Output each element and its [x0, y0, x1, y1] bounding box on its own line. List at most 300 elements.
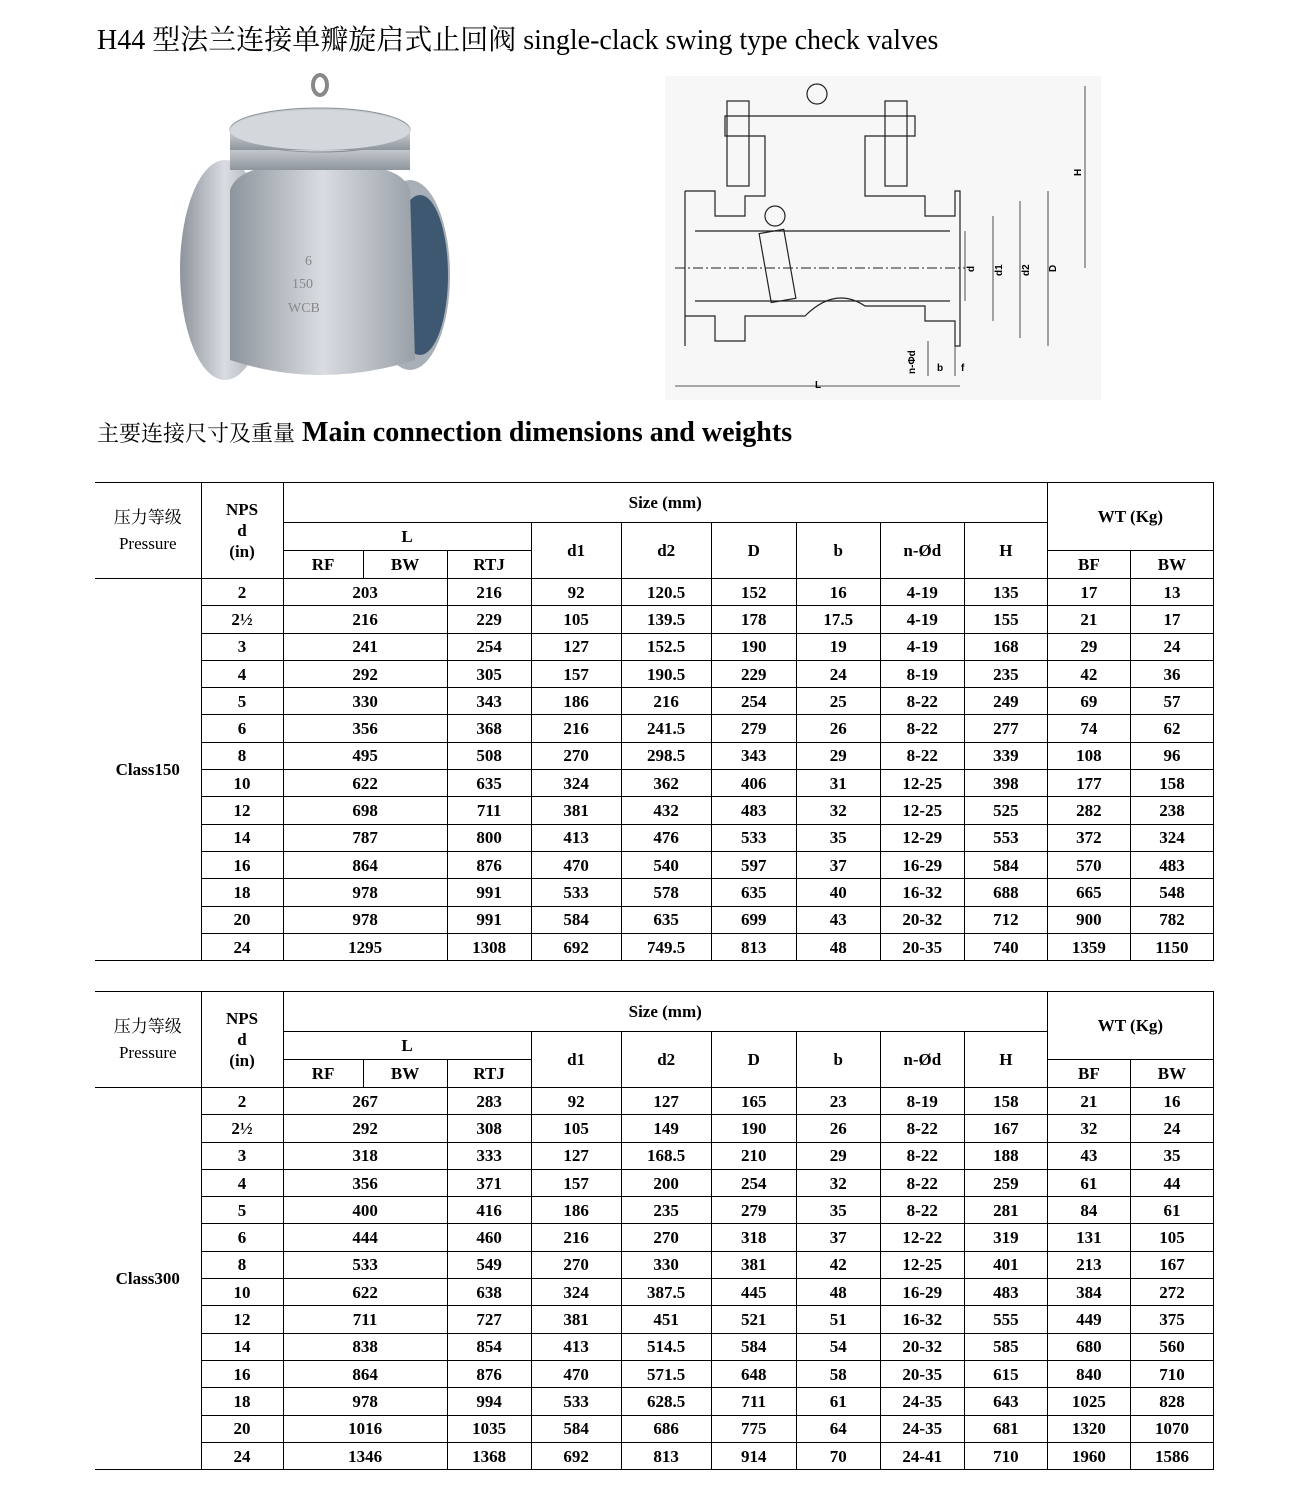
- table-cell: 1346: [283, 1442, 447, 1469]
- table-cell: 585: [964, 1333, 1047, 1360]
- drawing-label-f: f: [961, 363, 965, 374]
- table-cell: 445: [711, 1279, 796, 1306]
- table-cell: 20-35: [880, 1360, 964, 1387]
- table-cell: 381: [711, 1251, 796, 1278]
- table-cell: 398: [964, 770, 1047, 797]
- table-cell: 282: [1047, 797, 1130, 824]
- table-cell: 190: [711, 1115, 796, 1142]
- table-row: [95, 1388, 1214, 1415]
- table-cell: 43: [796, 906, 880, 933]
- col-header-d1: d1: [531, 1032, 621, 1088]
- table-cell: 8-22: [880, 715, 964, 742]
- table-cell: 96: [1130, 742, 1213, 769]
- table-cell: 449: [1047, 1306, 1130, 1333]
- table-cell: 711: [447, 797, 531, 824]
- table-cell: 533: [283, 1251, 447, 1278]
- table-row: [95, 1306, 1214, 1333]
- table-cell: 12: [201, 797, 283, 824]
- table-cell: 127: [621, 1088, 711, 1115]
- col-header-rtj: RTJ: [447, 1060, 531, 1088]
- col-header-nd: n-Ød: [880, 1032, 964, 1088]
- table-cell: 1368: [447, 1442, 531, 1469]
- table-cell: 1308: [447, 933, 531, 960]
- table-cell: 267: [283, 1088, 447, 1115]
- table-cell: 186: [531, 688, 621, 715]
- table-cell: 16-32: [880, 1306, 964, 1333]
- table-cell: 711: [711, 1388, 796, 1415]
- table-cell: 241.5: [621, 715, 711, 742]
- table-cell: 8-22: [880, 1142, 964, 1169]
- table-cell: 210: [711, 1142, 796, 1169]
- table-cell: 17: [1047, 579, 1130, 606]
- table-cell: 10: [201, 1279, 283, 1306]
- table-row: [95, 1088, 1214, 1115]
- nps-header: [201, 483, 283, 579]
- table-cell: 782: [1130, 906, 1213, 933]
- col-header-D: D: [711, 1032, 796, 1088]
- table-cell: 42: [1047, 660, 1130, 687]
- table-cell: 16-32: [880, 879, 964, 906]
- table-cell: 384: [1047, 1279, 1130, 1306]
- table-cell: 149: [621, 1115, 711, 1142]
- table-cell: 40: [796, 879, 880, 906]
- table-cell: 540: [621, 851, 711, 878]
- photo-material-mark: WCB: [288, 301, 320, 316]
- table-cell: 74: [1047, 715, 1130, 742]
- col-header-bw: BW: [363, 1060, 447, 1088]
- table-cell: 560: [1130, 1333, 1213, 1360]
- table-cell: 330: [621, 1251, 711, 1278]
- table-cell: 4-19: [880, 633, 964, 660]
- table-cell: 525: [964, 797, 1047, 824]
- table-cell: 2: [201, 1088, 283, 1115]
- table-cell: 254: [711, 688, 796, 715]
- table-cell: 31: [796, 770, 880, 797]
- table-cell: 8-22: [880, 1197, 964, 1224]
- table-cell: 44: [1130, 1169, 1213, 1196]
- table-cell: 281: [964, 1197, 1047, 1224]
- table-cell: 16-29: [880, 851, 964, 878]
- table-cell: 235: [621, 1197, 711, 1224]
- table-cell: 483: [711, 797, 796, 824]
- table-cell: 470: [531, 1360, 621, 1387]
- table-row: [95, 1360, 1214, 1387]
- table-row: [95, 906, 1214, 933]
- table-cell: 61: [796, 1388, 880, 1415]
- table-cell: 167: [1130, 1251, 1213, 1278]
- nps-header: [201, 992, 283, 1088]
- table-cell: 186: [531, 1197, 621, 1224]
- nps-header-nps_d: d: [237, 1030, 247, 1049]
- table-cell: 2½: [201, 606, 283, 633]
- table-cell: 14: [201, 824, 283, 851]
- table-cell: 200: [621, 1169, 711, 1196]
- table-cell: 61: [1130, 1197, 1213, 1224]
- table-cell: 555: [964, 1306, 1047, 1333]
- table-cell: 324: [531, 770, 621, 797]
- table-cell: 470: [531, 851, 621, 878]
- table-cell: 521: [711, 1306, 796, 1333]
- table-cell: 710: [964, 1442, 1047, 1469]
- table-row: [95, 1224, 1214, 1251]
- table-cell: 749.5: [621, 933, 711, 960]
- table-row: [95, 688, 1214, 715]
- col-header-bw: BW: [363, 551, 447, 579]
- table-cell: 229: [711, 660, 796, 687]
- table-cell: 978: [283, 906, 447, 933]
- table-cell: 35: [796, 1197, 880, 1224]
- table-cell: 362: [621, 770, 711, 797]
- table-cell: 2½: [201, 1115, 283, 1142]
- table-cell: 1586: [1130, 1442, 1213, 1469]
- table-cell: 20-32: [880, 906, 964, 933]
- table-cell: 57: [1130, 688, 1213, 715]
- table-cell: 635: [621, 906, 711, 933]
- table-cell: 48: [796, 933, 880, 960]
- table-cell: 483: [964, 1279, 1047, 1306]
- table-cell: 413: [531, 1333, 621, 1360]
- table-cell: 35: [1130, 1142, 1213, 1169]
- table-cell: 381: [531, 797, 621, 824]
- table-cell: 298.5: [621, 742, 711, 769]
- table-row: [95, 797, 1214, 824]
- table-cell: 5: [201, 688, 283, 715]
- table-cell: 838: [283, 1333, 447, 1360]
- nps-header-nps_in: (in): [229, 1051, 255, 1070]
- table-cell: 158: [964, 1088, 1047, 1115]
- table-cell: 20: [201, 1415, 283, 1442]
- table-cell: 21: [1047, 606, 1130, 633]
- table-cell: 994: [447, 1388, 531, 1415]
- table-row: [95, 1279, 1214, 1306]
- table-cell: 2: [201, 579, 283, 606]
- col-header-b: b: [796, 523, 880, 579]
- table-cell: 58: [796, 1360, 880, 1387]
- col-header-rtj: RTJ: [447, 551, 531, 579]
- table-cell: 16: [796, 579, 880, 606]
- table-cell: 3: [201, 633, 283, 660]
- valve-section-drawing: [665, 76, 1101, 400]
- table-cell: 13: [1130, 579, 1213, 606]
- table-cell: 864: [283, 1360, 447, 1387]
- table-cell: 23: [796, 1088, 880, 1115]
- table-cell: 686: [621, 1415, 711, 1442]
- table-cell: 24-41: [880, 1442, 964, 1469]
- table-cell: 375: [1130, 1306, 1213, 1333]
- table-cell: 238: [1130, 797, 1213, 824]
- table-cell: 70: [796, 1442, 880, 1469]
- table-cell: 24: [201, 1442, 283, 1469]
- table-cell: 8: [201, 1251, 283, 1278]
- nps-header-nps_d: d: [237, 521, 247, 540]
- table-cell: 318: [711, 1224, 796, 1251]
- col-header-rf: RF: [283, 1060, 363, 1088]
- table-row: [95, 1415, 1214, 1442]
- table-cell: 570: [1047, 851, 1130, 878]
- table-cell: 254: [447, 633, 531, 660]
- table-cell: 92: [531, 579, 621, 606]
- table-cell: 216: [621, 688, 711, 715]
- table-cell: 381: [531, 1306, 621, 1333]
- table-cell: 277: [964, 715, 1047, 742]
- table-cell: 270: [621, 1224, 711, 1251]
- table-cell: 533: [711, 824, 796, 851]
- table-cell: 272: [1130, 1279, 1213, 1306]
- table-cell: 5: [201, 1197, 283, 1224]
- drawing-label-H: H: [1073, 168, 1084, 176]
- table-cell: 259: [964, 1169, 1047, 1196]
- table-cell: 16: [1130, 1088, 1213, 1115]
- weight-header: WT (Kg): [1047, 992, 1213, 1060]
- table-cell: 533: [531, 879, 621, 906]
- table-cell: 37: [796, 1224, 880, 1251]
- table-cell: 127: [531, 633, 621, 660]
- table-cell: 54: [796, 1333, 880, 1360]
- table-cell: 19: [796, 633, 880, 660]
- table-cell: 279: [711, 1197, 796, 1224]
- table-cell: 84: [1047, 1197, 1130, 1224]
- table-cell: 840: [1047, 1360, 1130, 1387]
- table-cell: 318: [283, 1142, 447, 1169]
- pressure-header: [95, 483, 201, 579]
- table-cell: 324: [1130, 824, 1213, 851]
- section-heading: [97, 417, 792, 449]
- table-cell: 165: [711, 1088, 796, 1115]
- col-header-bf: BF: [1047, 551, 1130, 579]
- table-cell: 168.5: [621, 1142, 711, 1169]
- photo-size-mark: 6: [305, 254, 312, 269]
- table-cell: 8-19: [880, 660, 964, 687]
- table-cell: 692: [531, 1442, 621, 1469]
- pressure-header-cn: 压力等级: [113, 507, 182, 528]
- table-cell: 216: [283, 606, 447, 633]
- table-row: [95, 1115, 1214, 1142]
- drawing-label-L: L: [815, 380, 822, 391]
- table-cell: 16: [201, 1360, 283, 1387]
- table-cell: 400: [283, 1197, 447, 1224]
- pressure-class-label: Class150: [95, 579, 201, 961]
- table-cell: 508: [447, 742, 531, 769]
- page-title: H44 型法兰连接单瓣旋启式止回阀 single-clack swing type check valves: [97, 25, 939, 56]
- pressure-header-en: Pressure: [118, 533, 177, 553]
- table-cell: 854: [447, 1333, 531, 1360]
- table-cell: 413: [531, 824, 621, 851]
- table-cell: 648: [711, 1360, 796, 1387]
- table-row: [95, 1142, 1214, 1169]
- table-cell: 692: [531, 933, 621, 960]
- table-cell: 216: [447, 579, 531, 606]
- table-cell: 18: [201, 1388, 283, 1415]
- col-header-H: H: [964, 523, 1047, 579]
- table-cell: 4: [201, 660, 283, 687]
- table-cell: 21: [1047, 1088, 1130, 1115]
- table-cell: 978: [283, 1388, 447, 1415]
- table-cell: 584: [531, 1415, 621, 1442]
- table-cell: 16: [201, 851, 283, 878]
- table-cell: 699: [711, 906, 796, 933]
- table-cell: 20-32: [880, 1333, 964, 1360]
- table-cell: 43: [1047, 1142, 1130, 1169]
- table-cell: 1035: [447, 1415, 531, 1442]
- table-cell: 292: [283, 1115, 447, 1142]
- table-cell: 584: [964, 851, 1047, 878]
- table-cell: 978: [283, 879, 447, 906]
- table-cell: 6: [201, 715, 283, 742]
- table-cell: 20-35: [880, 933, 964, 960]
- table-cell: 1025: [1047, 1388, 1130, 1415]
- table-cell: 61: [1047, 1169, 1130, 1196]
- table-cell: 387.5: [621, 1279, 711, 1306]
- table-cell: 8: [201, 742, 283, 769]
- table-cell: 333: [447, 1142, 531, 1169]
- table-row: [95, 1251, 1214, 1278]
- table-cell: 787: [283, 824, 447, 851]
- drawing-label-nd: n-Φd: [907, 350, 918, 374]
- table-cell: 37: [796, 851, 880, 878]
- table-cell: 283: [447, 1088, 531, 1115]
- table-row: [95, 606, 1214, 633]
- table-cell: 1016: [283, 1415, 447, 1442]
- table-cell: 3: [201, 1142, 283, 1169]
- table-cell: 190.5: [621, 660, 711, 687]
- table-cell: 8-22: [880, 742, 964, 769]
- table-row: [95, 770, 1214, 797]
- table-cell: 308: [447, 1115, 531, 1142]
- table-cell: 356: [283, 1169, 447, 1196]
- col-header-nd: n-Ød: [880, 523, 964, 579]
- size-header: Size (mm): [283, 992, 1047, 1032]
- table-cell: 368: [447, 715, 531, 742]
- table-cell: 24: [1130, 1115, 1213, 1142]
- table-cell: 680: [1047, 1333, 1130, 1360]
- table-cell: 48: [796, 1279, 880, 1306]
- table-cell: 476: [621, 824, 711, 851]
- table-cell: 688: [964, 879, 1047, 906]
- table-cell: 460: [447, 1224, 531, 1251]
- table-cell: 416: [447, 1197, 531, 1224]
- table-cell: 135: [964, 579, 1047, 606]
- table-cell: 203: [283, 579, 447, 606]
- table-cell: 10: [201, 770, 283, 797]
- col-header-wbw: BW: [1130, 551, 1213, 579]
- table-cell: 12-29: [880, 824, 964, 851]
- table-cell: 167: [964, 1115, 1047, 1142]
- table-cell: 571.5: [621, 1360, 711, 1387]
- table-cell: 711: [283, 1306, 447, 1333]
- table-cell: 157: [531, 660, 621, 687]
- table-row: [95, 660, 1214, 687]
- drawing-label-d: d: [966, 265, 977, 272]
- table-cell: 1295: [283, 933, 447, 960]
- table-cell: 343: [447, 688, 531, 715]
- table-row: [95, 824, 1214, 851]
- table-cell: 92: [531, 1088, 621, 1115]
- table-row: [95, 715, 1214, 742]
- table-cell: 548: [1130, 879, 1213, 906]
- table-cell: 305: [447, 660, 531, 687]
- col-header-b: b: [796, 1032, 880, 1088]
- nps-header-nps: NPS: [225, 500, 259, 519]
- pressure-header-en: Pressure: [118, 1042, 177, 1062]
- col-header-d1: d1: [531, 523, 621, 579]
- table-row: [95, 879, 1214, 906]
- table-cell: 1960: [1047, 1442, 1130, 1469]
- table-cell: 622: [283, 770, 447, 797]
- table-cell: 4-19: [880, 579, 964, 606]
- length-header: L: [283, 523, 531, 551]
- table-cell: 292: [283, 660, 447, 687]
- table-row: [95, 742, 1214, 769]
- table-cell: 864: [283, 851, 447, 878]
- table-cell: 213: [1047, 1251, 1130, 1278]
- table-cell: 105: [531, 606, 621, 633]
- table-cell: 18: [201, 879, 283, 906]
- table-cell: 155: [964, 606, 1047, 633]
- table-cell: 8-22: [880, 1169, 964, 1196]
- table-cell: 356: [283, 715, 447, 742]
- table-cell: 991: [447, 906, 531, 933]
- table-row: [95, 1442, 1214, 1469]
- table-cell: 17: [1130, 606, 1213, 633]
- table-cell: 1320: [1047, 1415, 1130, 1442]
- table-cell: 24: [201, 933, 283, 960]
- table-cell: 139.5: [621, 606, 711, 633]
- table-cell: 638: [447, 1279, 531, 1306]
- table-cell: 14: [201, 1333, 283, 1360]
- table-cell: 29: [796, 742, 880, 769]
- table-cell: 533: [531, 1388, 621, 1415]
- table-cell: 371: [447, 1169, 531, 1196]
- table-cell: 514.5: [621, 1333, 711, 1360]
- table-row: [95, 579, 1214, 606]
- table-cell: 24-35: [880, 1388, 964, 1415]
- section-heading-en: Main connection dimensions and weights: [302, 417, 793, 448]
- table-cell: 32: [796, 1169, 880, 1196]
- photo-class-mark: 150: [292, 277, 313, 292]
- table-cell: 24: [1130, 633, 1213, 660]
- table-cell: 4: [201, 1169, 283, 1196]
- table-cell: 681: [964, 1415, 1047, 1442]
- table-cell: 249: [964, 688, 1047, 715]
- table-cell: 168: [964, 633, 1047, 660]
- table-cell: 42: [796, 1251, 880, 1278]
- table-cell: 698: [283, 797, 447, 824]
- table-cell: 12-25: [880, 797, 964, 824]
- table-cell: 710: [1130, 1360, 1213, 1387]
- col-header-H: H: [964, 1032, 1047, 1088]
- table-cell: 105: [1130, 1224, 1213, 1251]
- weight-header: WT (Kg): [1047, 483, 1213, 551]
- table-cell: 17.5: [796, 606, 880, 633]
- drawing-label-d2: d2: [1021, 264, 1032, 276]
- table-cell: 4-19: [880, 606, 964, 633]
- col-header-rf: RF: [283, 551, 363, 579]
- drawing-label-d1: d1: [994, 264, 1005, 276]
- table-cell: 8-19: [880, 1088, 964, 1115]
- table-cell: 813: [621, 1442, 711, 1469]
- table-cell: 24: [796, 660, 880, 687]
- col-header-D: D: [711, 523, 796, 579]
- table-cell: 131: [1047, 1224, 1130, 1251]
- table-cell: 712: [964, 906, 1047, 933]
- nps-header-nps: NPS: [225, 1009, 259, 1028]
- table-cell: 51: [796, 1306, 880, 1333]
- table-cell: 553: [964, 824, 1047, 851]
- table-cell: 1359: [1047, 933, 1130, 960]
- table-cell: 69: [1047, 688, 1130, 715]
- pressure-header-cn: 压力等级: [113, 1016, 182, 1037]
- nps-header-nps_in: (in): [229, 542, 255, 561]
